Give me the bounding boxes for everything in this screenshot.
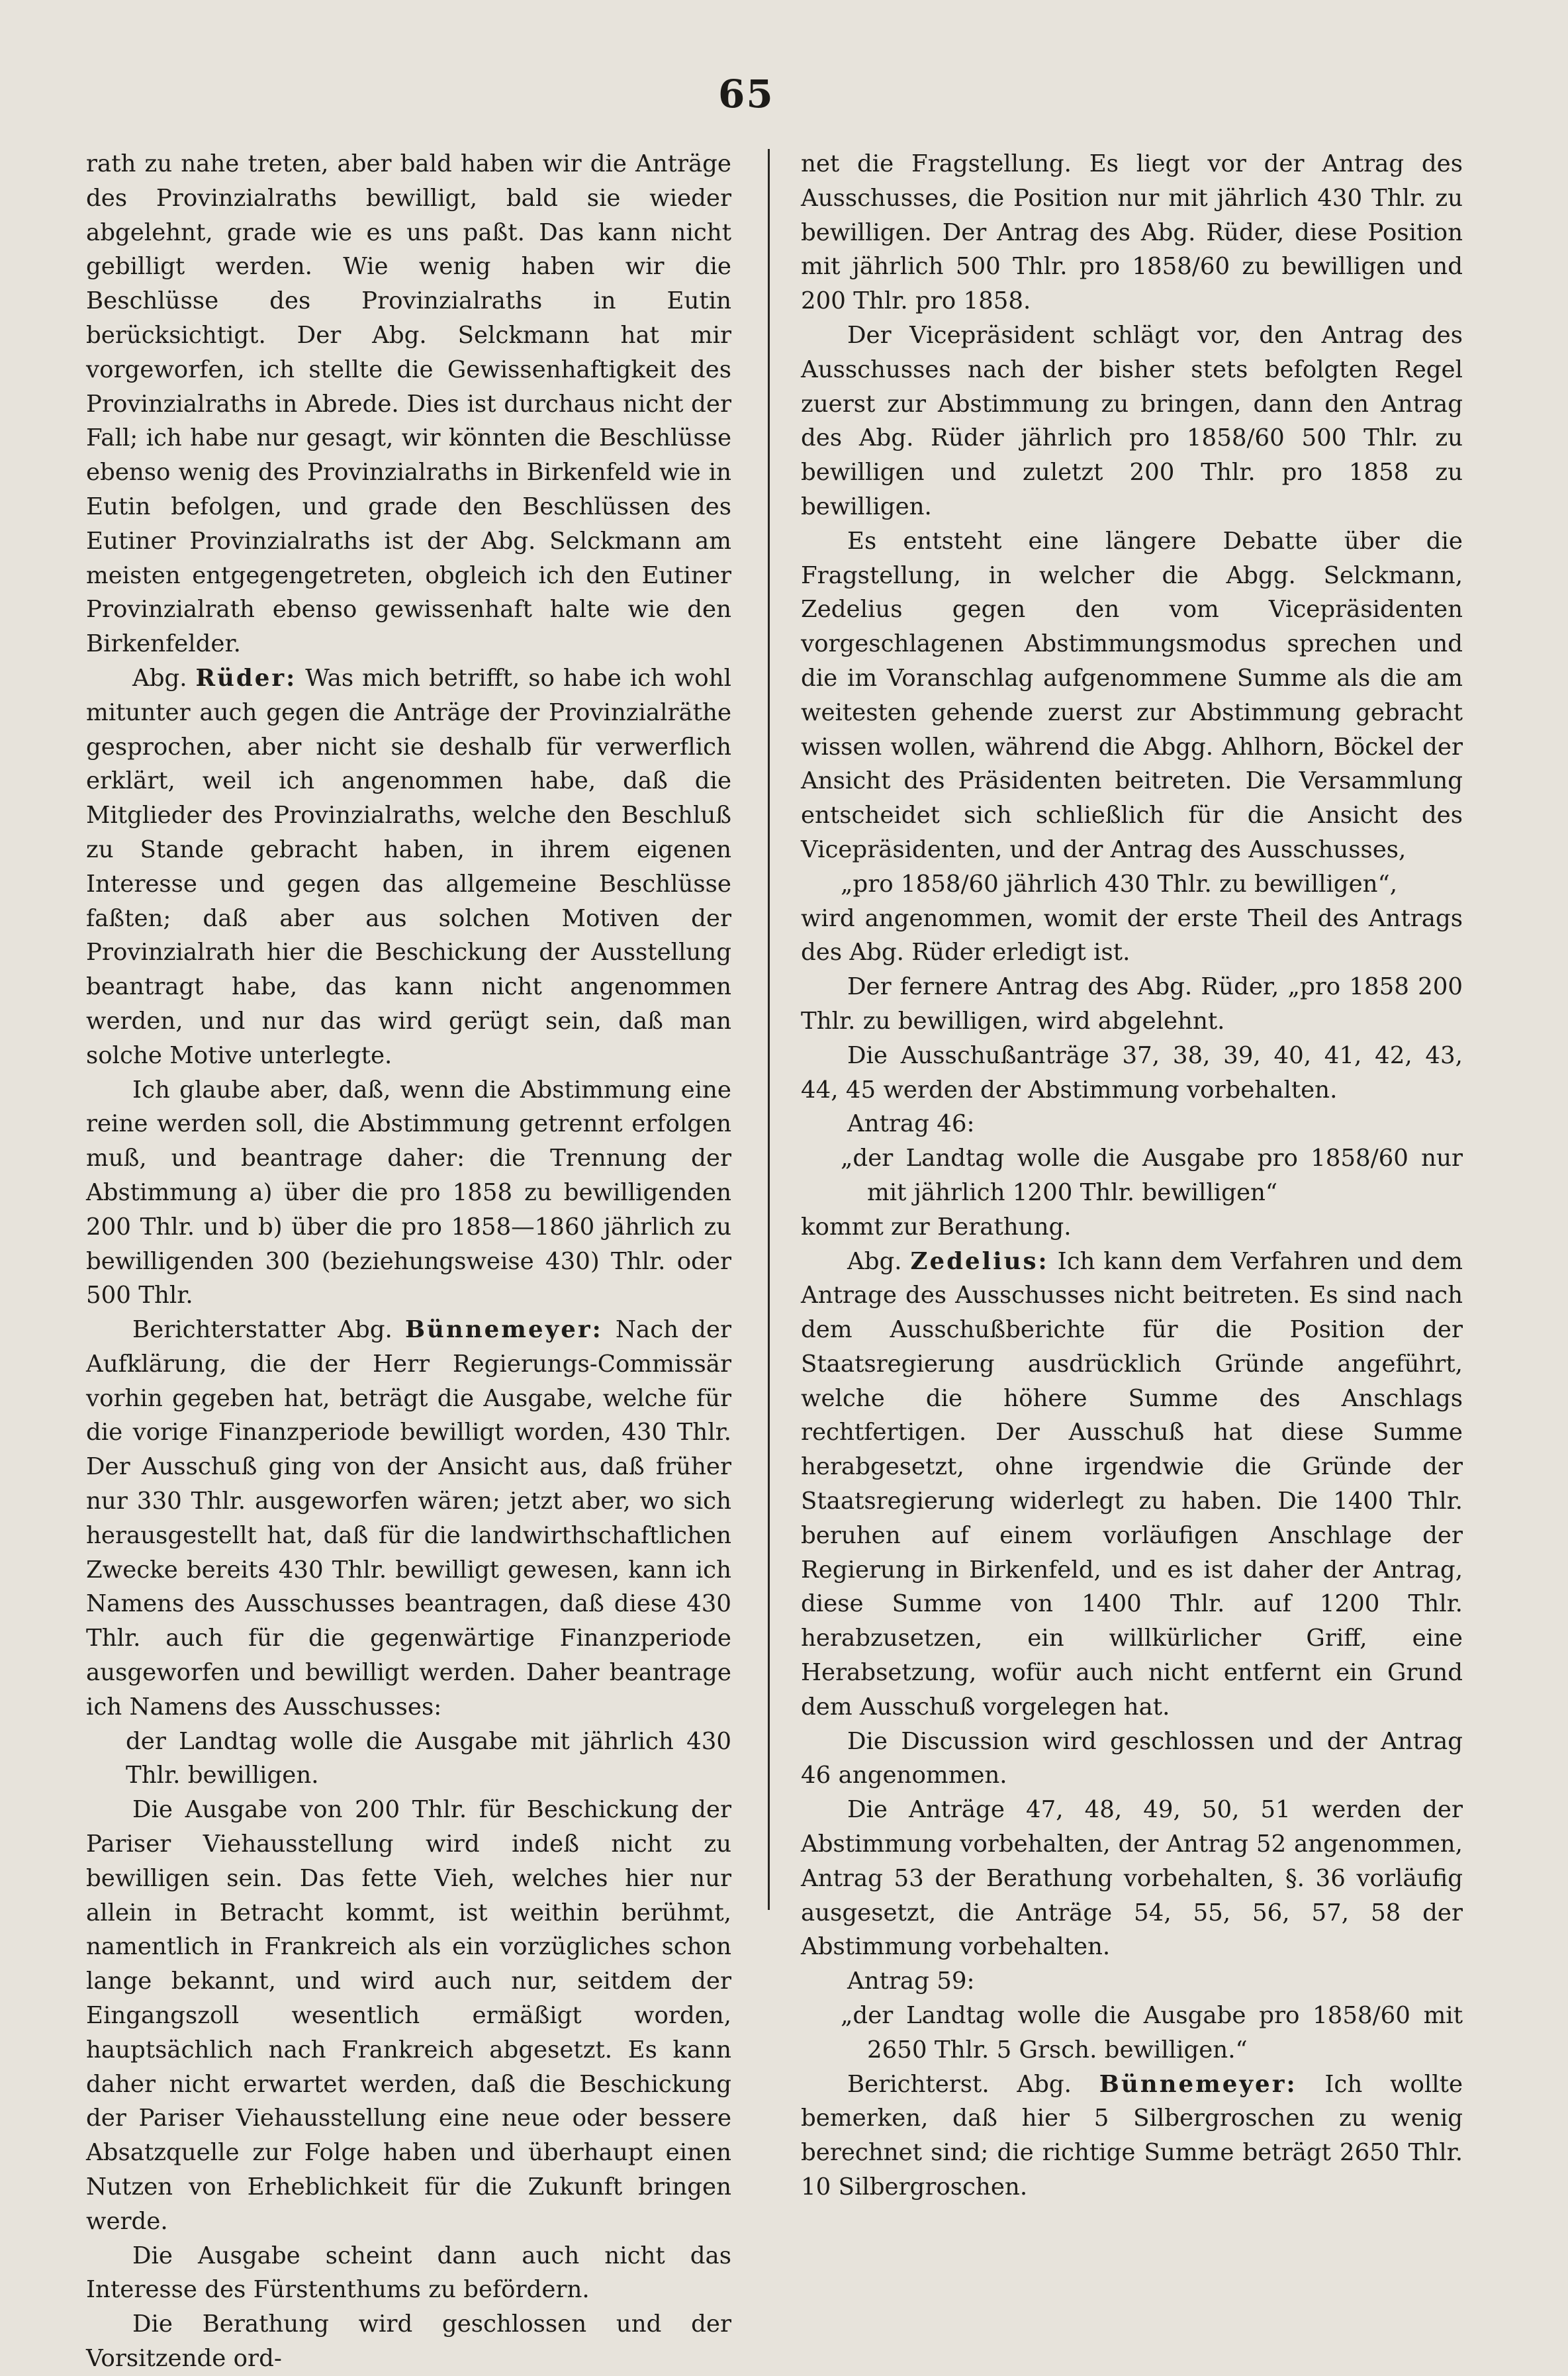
speaker-prefix: Berichterst. Abg. <box>847 2070 1072 2098</box>
paragraph <box>801 2067 1463 2205</box>
motion-quote: „pro 1858/60 jährlich 430 Thlr. zu bewilligen“, <box>841 870 1398 898</box>
paragraph: Ich glaube aber, daß, wenn die Abstimmung eine reine werden soll, die Abstimmung getrennt erfolgen muß, und beantrage daher: die Trennung der Abstimmung a) über die pro 1858 zu bewilligenden 200 Thlr. und b) über die pro 1858—1860 jährlich zu bewilligenden 300 (beziehungsweise 430) Thlr. oder 500 Thlr. <box>86 1076 731 1309</box>
speaker-prefix: Abg. <box>847 1247 902 1275</box>
column-divider <box>768 149 770 1910</box>
paragraph: Der Vicepräsident schlägt vor, den Antrag des Ausschusses nach der bisher stets befolgten Regel zuerst zur Abstimmung zu bringen, dann den Antrag des Abg. Rüder jährlich pro 1858/60 500 Thlr. zu bewilligen und zuletzt 200 Thlr. pro 1858 zu bewilligen. <box>801 321 1463 520</box>
motion-quote: „der Landtag wolle die Ausgabe pro 1858/60 nur mit jährlich 1200 Thlr. bewilligen“ <box>841 1145 1463 1206</box>
speaker-name: Rüder: <box>195 664 297 692</box>
speaker-prefix: Berichterstatter Abg. <box>132 1316 392 1344</box>
paragraph: net die Fragstellung. Es liegt vor der Antrag des Ausschusses, die Position nur mit jährlich 430 Thlr. zu bewilligen. Der Antrag des Abg. Rüder, diese Position mit jährlich 500 Thlr. pro 1858/60 zu bewilligen und 200 Thlr. pro 1858. <box>801 150 1463 315</box>
speech-text: Ich wollte bemerken, daß hier 5 Silbergroschen zu wenig berechnet sind; die richtige Summe beträgt 2650 Thlr. 10 Silbergroschen. <box>801 2070 1463 2201</box>
paragraph: rath zu nahe treten, aber bald haben wir die Anträge des Provinzialraths bewilligt, bald sie wieder abgelehnt, grade wie es uns paßt. Das kann nicht gebilligt werden. Wie wenig haben wir die Beschlüsse des Provinzialraths in Eutin berücksichtigt. Der Abg. Selckmann hat mir vorgeworfen, ich stellte die Gewissenhaftigkeit des Provinzialraths in Abrede. Dies ist durchaus nicht der Fall; ich habe nur gesagt, wir könnten die Beschlüsse ebenso wenig des Provinzialraths in Birkenfeld wie in Eutin befolgen, und grade den Beschlüssen des Eutiner Provinzialraths ist der Abg. Selckmann am meisten entgegengetreten, obgleich ich den Eutiner Provinzialrath ebenso gewissenhaft halte wie den Birkenfelder. <box>86 150 731 658</box>
paragraph: kommt zur Berathung. <box>801 1213 1072 1241</box>
paragraph <box>86 1313 731 1725</box>
paragraph: Die Berathung wird geschlossen und der Vorsitzende ord- <box>86 2310 731 2372</box>
motion-quote: der Landtag wolle die Ausgabe mit jährlich 430 Thlr. bewilligen. <box>126 1727 731 1789</box>
speaker-prefix: Abg. <box>132 664 187 692</box>
right-column <box>801 147 1463 2205</box>
motion-quote: „der Landtag wolle die Ausgabe pro 1858/60 mit 2650 Thlr. 5 Grsch. bewilligen.“ <box>841 2002 1463 2064</box>
page-number: 65 <box>718 71 774 117</box>
paragraph: Die Ausschußanträge 37, 38, 39, 40, 41, 42, 43, 44, 45 werden der Abstimmung vorbehalten. <box>801 1041 1463 1104</box>
paragraph: Die Discussion wird geschlossen und der Antrag 46 angenommen. <box>801 1727 1463 1789</box>
speech-text: Was mich betrifft, so habe ich wohl mitunter auch gegen die Anträge der Provinzialräthe gesprochen, aber nicht sie deshalb für verwerflich erklärt, weil ich angenommen habe, daß die Mitglieder des Provinzialraths, welche den Beschluß zu Stande gebracht haben, in ihrem eigenen Interesse und gegen das allgemeine Beschlüsse faßten; daß aber aus solchen Motiven der Provinzialrath hier die Beschickung der Ausstellung beantragt habe, das kann nicht angenommen werden, und nur das wird gerügt sein, daß man solche Motive unterlegte. <box>86 664 732 1069</box>
paragraph: Der fernere Antrag des Abg. Rüder, „pro 1858 200 Thlr. zu bewilligen, wird abgelehnt. <box>801 973 1463 1035</box>
paragraph: Die Ausgabe von 200 Thlr. für Beschickung der Pariser Viehausstellung wird indeß nicht zu bewilligen sein. Das fette Vieh, welches hier nur allein in Betracht kommt, ist weithin berühmt, namentlich in Frankreich als ein vorzügliches schon lange bekannt, und wird auch nur, seitdem der Eingangszoll wesentlich ermäßigt worden, hauptsächlich nach Frankreich abgesetzt. Es kann daher nicht erwartet werden, daß die Beschickung der Pariser Viehausstellung eine neue oder bessere Absatzquelle zur Folge haben und überhaupt einen Nutzen von Erheblichkeit für die Zukunft bringen werde. <box>86 1796 731 2235</box>
speaker-name: Bünnemeyer: <box>404 1316 603 1344</box>
speech-text: Nach der Aufklärung, die der Herr Regierungs-Commissär vorhin gegeben hat, beträgt die Ausgabe, welche für die vorige Finanzperiode bewilligt worden, 430 Thlr. Der Ausschuß ging von der Ansicht aus, daß früher nur 330 Thlr. ausgeworfen wären; jetzt aber, wo sich herausgestellt hat, daß für die landwirthschaftlichen Zwecke bereits 430 Thlr. bewilligt gewesen, kann ich Namens des Ausschusses beantragen, daß diese 430 Thlr. auch für die gegenwärtige Finanzperiode ausgeworfen und bewilligt werden. Daher beantrage ich Namens des Ausschusses: <box>86 1316 731 1721</box>
paragraph: Antrag 46: <box>847 1110 975 1138</box>
paragraph <box>801 1245 1463 1725</box>
paragraph: Antrag 59: <box>847 1968 975 1995</box>
speaker-name: Bünnemeyer: <box>1099 2070 1297 2098</box>
paragraph: Es entsteht eine längere Debatte über die Fragstellung, in welcher die Abgg. Selckmann, Zedelius gegen den vom Vicepräsidenten vorgeschlagenen Abstimmungsmodus sprechen und die im Voranschlag aufgenommene Summe als die am weitesten gehende zuerst zur Abstimmung gebracht wissen wollen, während die Abgg. Ahlhorn, Böckel der Ansicht des Präsidenten beitreten. Die Versammlung entscheidet sich schließlich für die Ansicht des Vicepräsidenten, und der Antrag des Ausschusses, <box>801 527 1463 863</box>
paragraph <box>86 661 731 1073</box>
speech-text: Ich kann dem Verfahren und dem Antrage des Ausschusses nicht beitreten. Es sind nach dem Ausschußberichte für die Position der Staatsregierung ausdrücklich Gründe angeführt, welche die höhere Summe des Anschlags rechtfertigen. Der Ausschuß hat diese Summe herabgesetzt, ohne irgendwie die Gründe der Staatsregierung widerlegt zu haben. Die 1400 Thlr. beruhen auf einem vorläufigen Anschlage der Regierung in Birkenfeld, und es ist daher der Antrag, diese Summe von 1400 Thlr. auf 1200 Thlr. herabzusetzen, ein willkürlicher Griff, eine Herabsetzung, wofür auch nicht entfernt ein Grund dem Ausschuß vorgelegen hat. <box>801 1247 1463 1721</box>
left-column <box>86 147 731 2376</box>
paragraph: Die Ausgabe scheint dann auch nicht das Interesse des Fürstenthums zu befördern. <box>86 2242 731 2304</box>
paragraph: Die Anträge 47, 48, 49, 50, 51 werden der Abstimmung vorbehalten, der Antrag 52 angenommen, Antrag 53 der Berathung vorbehalten, §. 36 vorläufig ausgesetzt, die Anträge 54, 55, 56, 57, 58 der Abstimmung vorbehalten. <box>801 1796 1463 1961</box>
paragraph: wird angenommen, womit der erste Theil des Antrags des Abg. Rüder erledigt ist. <box>801 904 1463 967</box>
speaker-name: Zedelius: <box>910 1247 1049 1275</box>
